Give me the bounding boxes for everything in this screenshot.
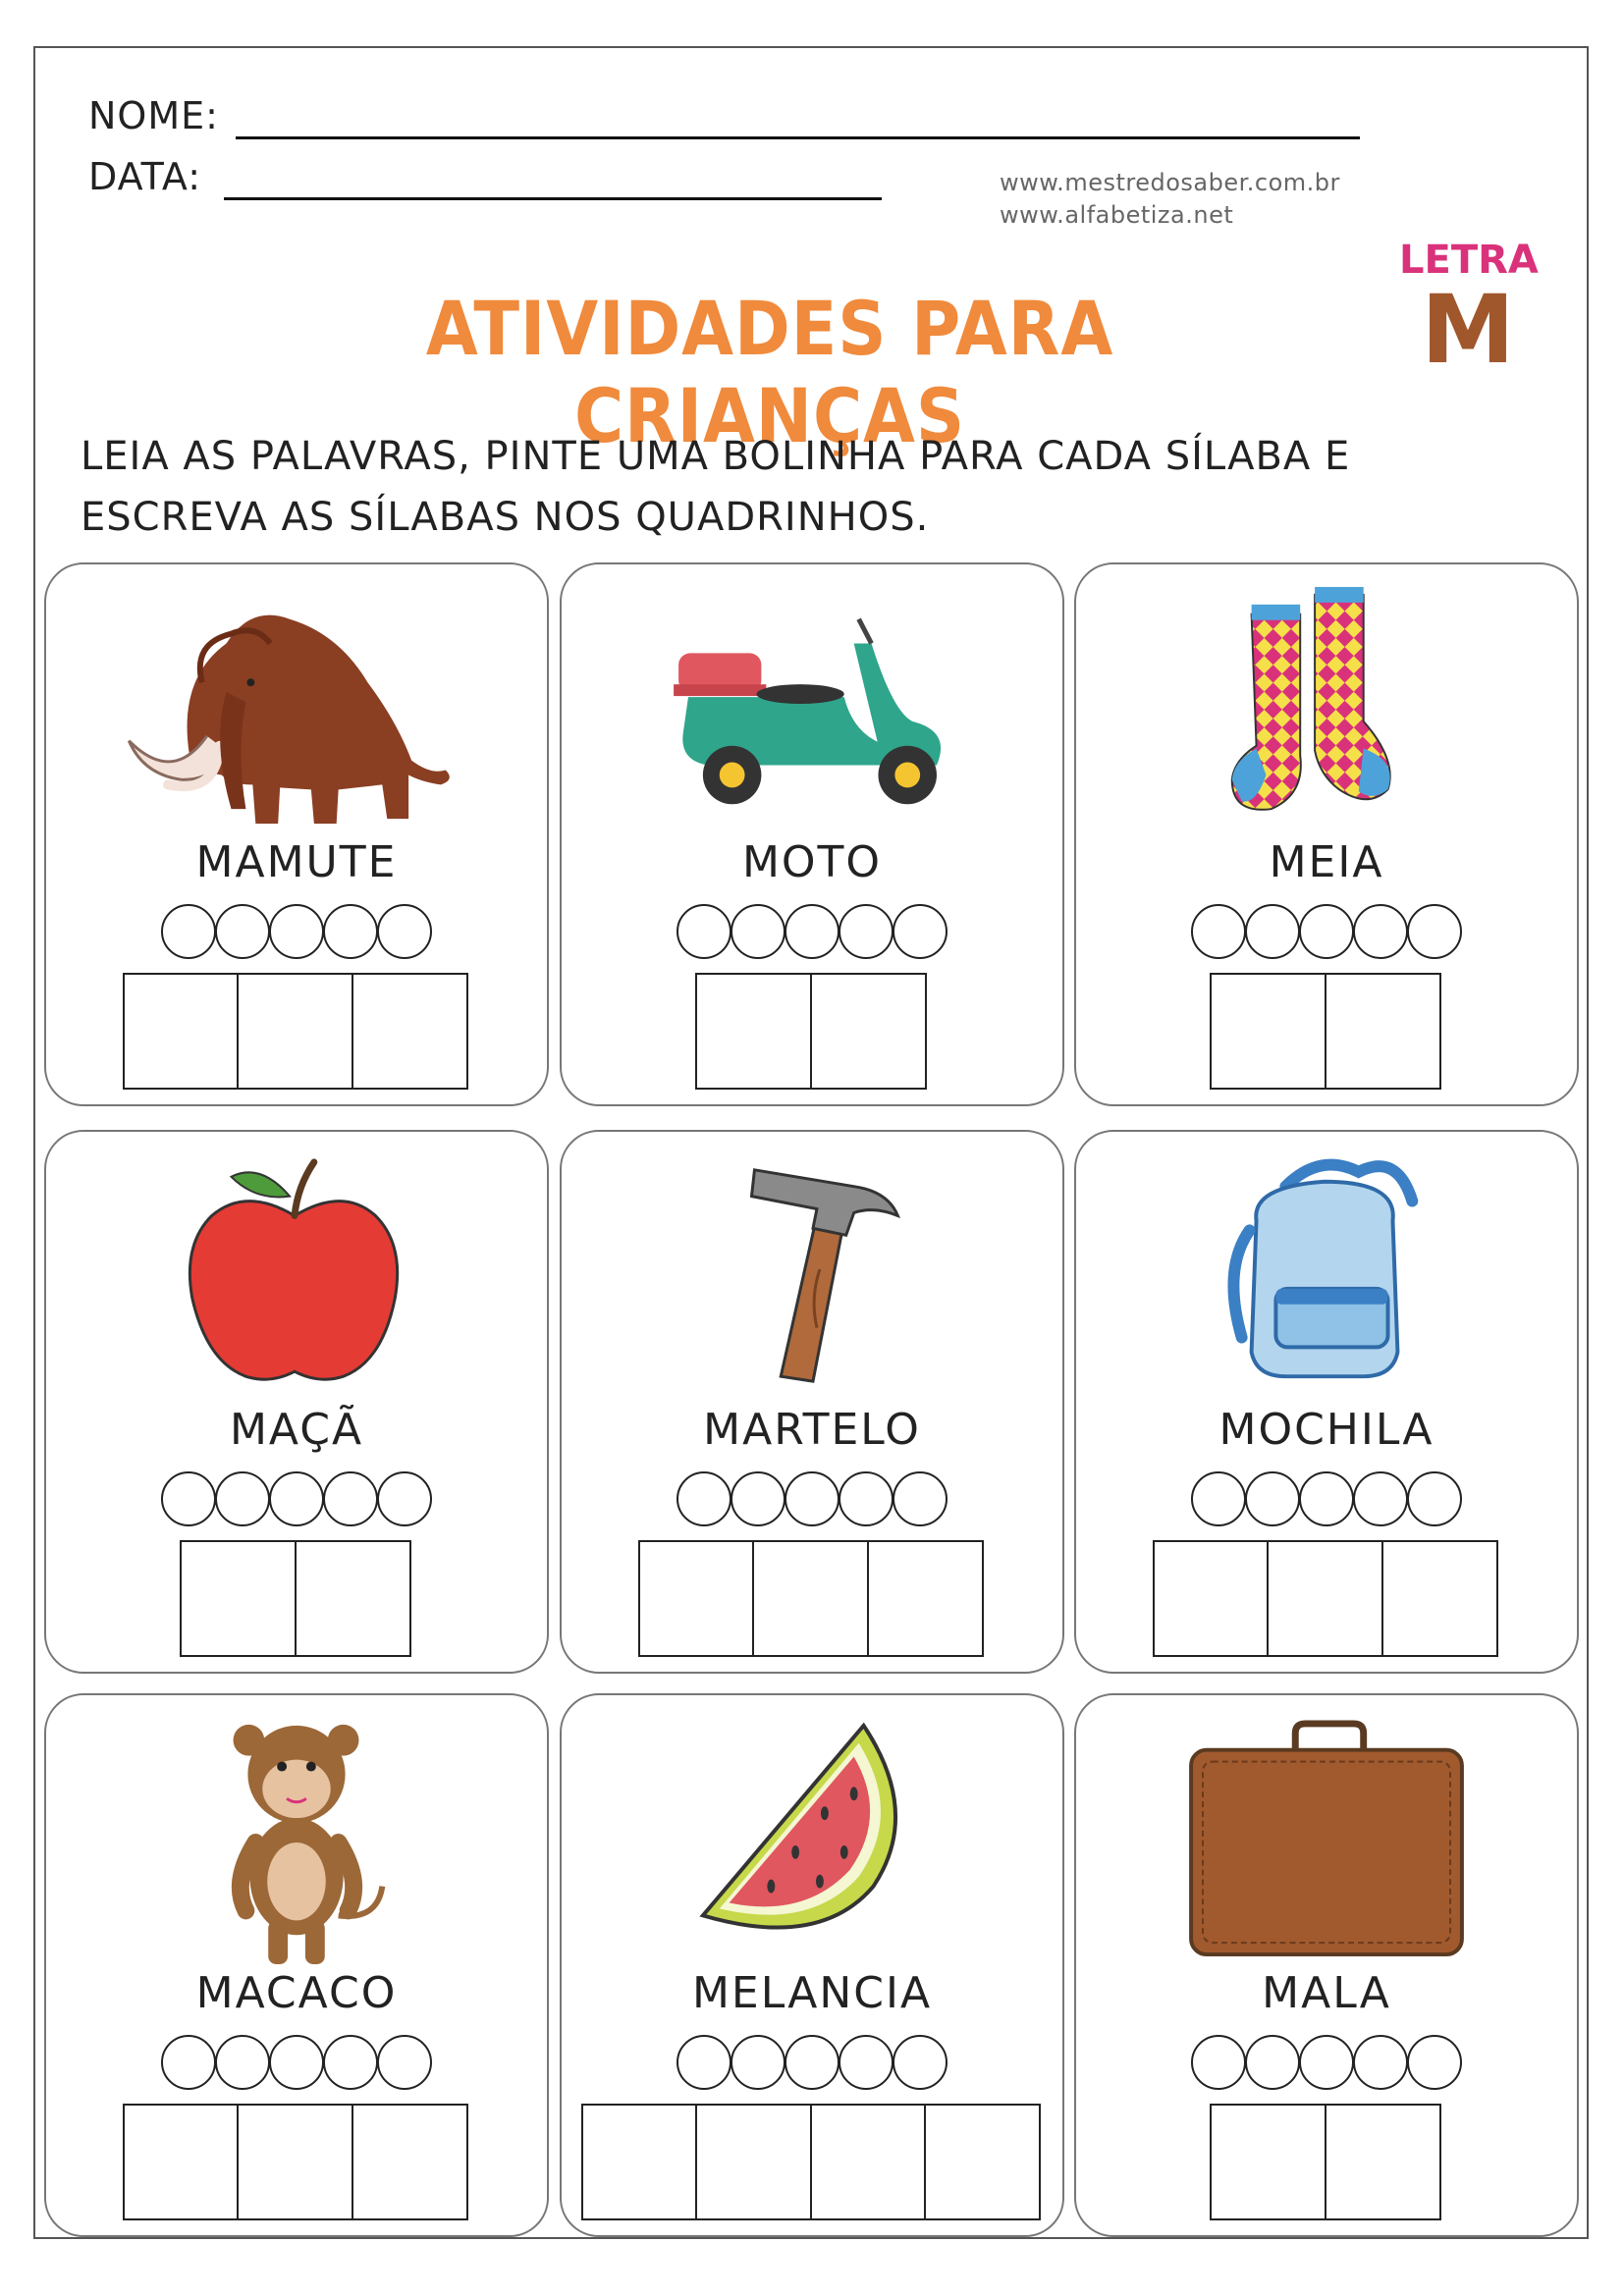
syllable-box[interactable] — [123, 2104, 240, 2220]
syllable-box[interactable] — [1325, 2104, 1441, 2220]
syllable-circle[interactable] — [1191, 1471, 1246, 1526]
syllable-circle[interactable] — [377, 904, 432, 959]
word-label: MEIA — [1269, 837, 1384, 887]
syllable-circles — [562, 1471, 1062, 1526]
syllable-box[interactable] — [352, 973, 468, 1090]
syllable-circle[interactable] — [1407, 904, 1462, 959]
syllable-circle[interactable] — [1407, 2035, 1462, 2090]
syllable-circle[interactable] — [839, 1471, 893, 1526]
word-card-maca — [44, 1130, 549, 1674]
word-card-moto — [560, 562, 1064, 1106]
syllable-boxes — [46, 1540, 547, 1657]
syllable-circle[interactable] — [1191, 2035, 1246, 2090]
name-field[interactable] — [236, 108, 1360, 139]
syllable-box[interactable] — [1210, 2104, 1326, 2220]
syllable-circle[interactable] — [269, 2035, 324, 2090]
syllable-circles — [1076, 1471, 1577, 1526]
syllable-circles — [46, 904, 547, 959]
word-card-macaco — [44, 1693, 549, 2237]
word-card-martelo — [560, 1130, 1064, 1674]
instructions-line-1: LEIA AS PALAVRAS, PINTE UMA BOLINHA PARA CADA SÍLABA E — [81, 434, 1351, 479]
syllable-circle[interactable] — [1407, 1471, 1462, 1526]
word-label: MELANCIA — [691, 1968, 933, 2018]
word-label: MARTELO — [703, 1405, 921, 1455]
syllable-boxes — [46, 973, 547, 1090]
word-label: MOCHILA — [1218, 1405, 1435, 1455]
socks-image — [1076, 574, 1577, 839]
syllable-circle[interactable] — [731, 904, 785, 959]
suitcase-image — [1076, 1705, 1577, 1970]
syllable-circle[interactable] — [323, 1471, 378, 1526]
instructions — [81, 426, 1534, 548]
syllable-circle[interactable] — [785, 1471, 839, 1526]
syllable-circle[interactable] — [323, 904, 378, 959]
syllable-box[interactable] — [1267, 1540, 1383, 1657]
syllable-box[interactable] — [810, 973, 927, 1090]
syllable-circle[interactable] — [893, 1471, 947, 1526]
syllable-circle[interactable] — [785, 904, 839, 959]
syllable-circle[interactable] — [1299, 1471, 1354, 1526]
monkey-image — [46, 1705, 547, 1970]
syllable-circle[interactable] — [161, 904, 216, 959]
syllable-boxes — [562, 2104, 1062, 2220]
page-title: ATIVIDADES PARA CRIANÇAS — [425, 285, 1114, 459]
scooter-image — [562, 574, 1062, 839]
syllable-box[interactable] — [810, 2104, 927, 2220]
syllable-circle[interactable] — [893, 904, 947, 959]
syllable-box[interactable] — [352, 2104, 468, 2220]
syllable-box[interactable] — [1381, 1540, 1498, 1657]
syllable-box[interactable] — [180, 1540, 297, 1657]
syllable-circle[interactable] — [215, 904, 270, 959]
syllable-circle[interactable] — [677, 1471, 731, 1526]
syllable-circle[interactable] — [785, 2035, 839, 2090]
website-link-2: www.alfabetiza.net — [1000, 201, 1234, 229]
syllable-circle[interactable] — [731, 1471, 785, 1526]
date-label: DATA: — [88, 155, 202, 198]
syllable-boxes — [1076, 1540, 1577, 1657]
syllable-circles — [46, 1471, 547, 1526]
syllable-box[interactable] — [695, 973, 812, 1090]
syllable-circle[interactable] — [269, 904, 324, 959]
syllable-box[interactable] — [695, 2104, 812, 2220]
syllable-circle[interactable] — [677, 2035, 731, 2090]
instructions-line-2: ESCREVA AS SÍLABAS NOS QUADRINHOS. — [81, 495, 930, 540]
syllable-circle[interactable] — [161, 2035, 216, 2090]
word-card-melancia — [560, 1693, 1064, 2237]
apple-image — [46, 1142, 547, 1407]
syllable-circle[interactable] — [839, 2035, 893, 2090]
name-label: NOME: — [88, 94, 219, 137]
syllable-boxes — [562, 1540, 1062, 1657]
syllable-boxes — [1076, 2104, 1577, 2220]
syllable-circle[interactable] — [215, 2035, 270, 2090]
syllable-box[interactable] — [752, 1540, 869, 1657]
syllable-box[interactable] — [581, 2104, 698, 2220]
syllable-circles — [562, 904, 1062, 959]
syllable-circle[interactable] — [323, 2035, 378, 2090]
syllable-box[interactable] — [237, 973, 353, 1090]
letter-badge: M — [1421, 275, 1515, 385]
syllable-box[interactable] — [1325, 973, 1441, 1090]
syllable-circles — [562, 2035, 1062, 2090]
syllable-circle[interactable] — [215, 1471, 270, 1526]
syllable-box[interactable] — [1153, 1540, 1270, 1657]
syllable-box[interactable] — [1210, 973, 1326, 1090]
word-label: MAÇÃ — [229, 1405, 364, 1455]
backpack-image — [1076, 1142, 1577, 1407]
word-label: MALA — [1262, 1968, 1391, 2018]
syllable-box[interactable] — [638, 1540, 755, 1657]
syllable-circle[interactable] — [269, 1471, 324, 1526]
syllable-box[interactable] — [123, 973, 240, 1090]
website-credits — [1000, 167, 1340, 232]
word-label: MOTO — [741, 837, 883, 887]
word-label: MAMUTE — [195, 837, 398, 887]
syllable-circle[interactable] — [1353, 1471, 1408, 1526]
syllable-box[interactable] — [924, 2104, 1041, 2220]
syllable-circle[interactable] — [1245, 904, 1300, 959]
letter-label: LETRA — [1399, 238, 1539, 283]
syllable-circle[interactable] — [893, 2035, 947, 2090]
word-card-mochila — [1074, 1130, 1579, 1674]
website-link-1: www.mestredosaber.com.br — [1000, 169, 1340, 196]
syllable-boxes — [46, 2104, 547, 2220]
syllable-circle[interactable] — [1245, 2035, 1300, 2090]
syllable-boxes — [562, 973, 1062, 1090]
syllable-circles — [1076, 904, 1577, 959]
syllable-box[interactable] — [867, 1540, 984, 1657]
word-card-mamute — [44, 562, 549, 1106]
syllable-circle[interactable] — [1245, 1471, 1300, 1526]
word-label: MACACO — [195, 1968, 398, 2018]
syllable-circle[interactable] — [731, 2035, 785, 2090]
word-card-mala — [1074, 1693, 1579, 2237]
syllable-circle[interactable] — [1299, 904, 1354, 959]
mammoth-image — [46, 574, 547, 839]
syllable-circles — [46, 2035, 547, 2090]
syllable-boxes — [1076, 973, 1577, 1090]
syllable-box[interactable] — [295, 1540, 411, 1657]
watermelon-image — [562, 1705, 1062, 1970]
word-card-meia — [1074, 562, 1579, 1106]
date-field[interactable] — [224, 169, 882, 200]
syllable-circle[interactable] — [1353, 904, 1408, 959]
syllable-circle[interactable] — [1191, 904, 1246, 959]
syllable-circle[interactable] — [377, 1471, 432, 1526]
syllable-box[interactable] — [237, 2104, 353, 2220]
syllable-circle[interactable] — [1299, 2035, 1354, 2090]
hammer-image — [562, 1142, 1062, 1407]
syllable-circle[interactable] — [377, 2035, 432, 2090]
syllable-circle[interactable] — [677, 904, 731, 959]
syllable-circles — [1076, 2035, 1577, 2090]
syllable-circle[interactable] — [1353, 2035, 1408, 2090]
syllable-circle[interactable] — [161, 1471, 216, 1526]
syllable-circle[interactable] — [839, 904, 893, 959]
